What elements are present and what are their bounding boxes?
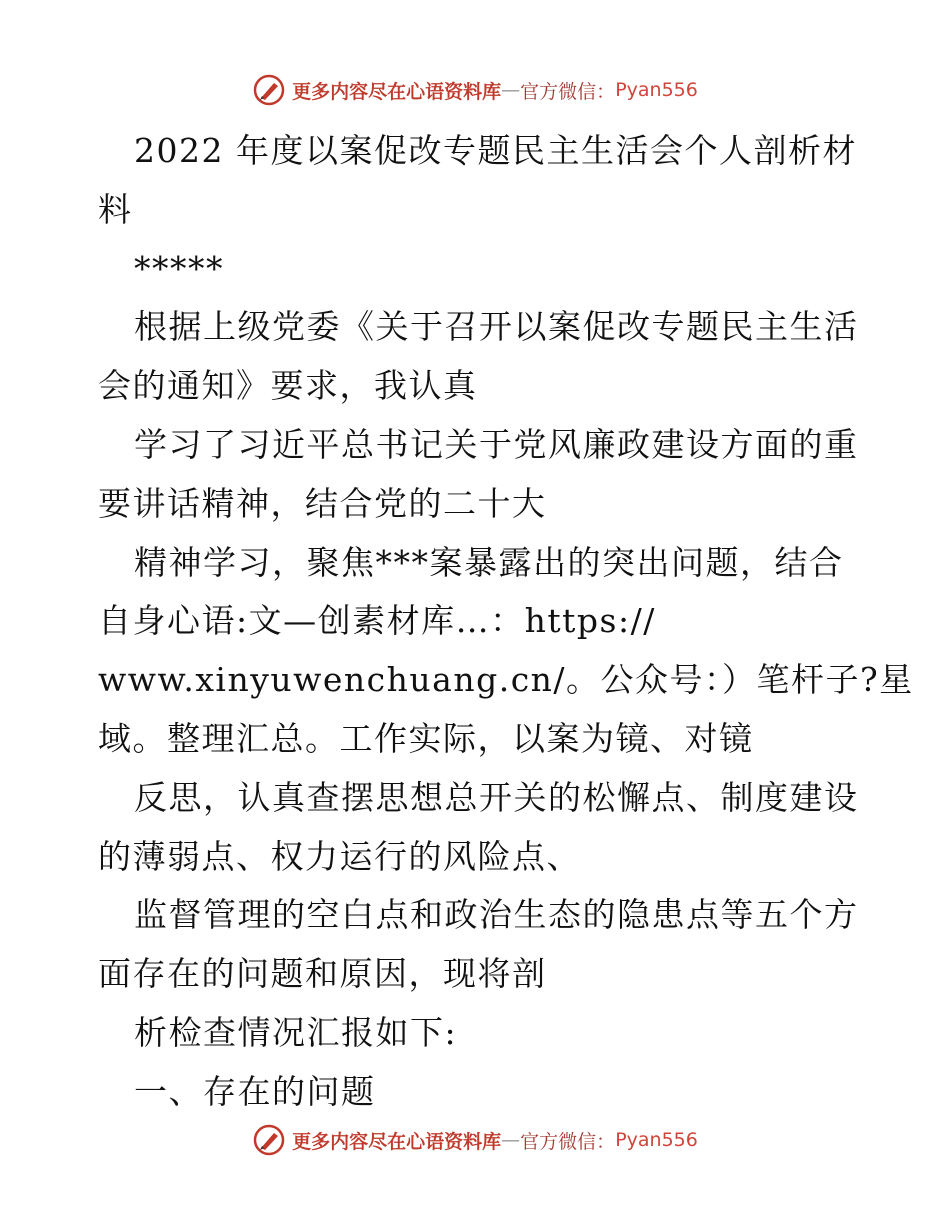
paragraph-line: 精神学习，聚焦***案暴露出的突出问题，结合 [134, 542, 844, 582]
banner-separator: — [501, 1129, 521, 1151]
doc-title-line-1: 2022 年度以案促改专题民主生活会个人剖析材 [134, 131, 857, 170]
banner-separator: — [501, 79, 521, 101]
banner-wechat-id: Pyan556 [615, 79, 698, 101]
paragraph-line: 析检查情况汇报如下: [134, 1012, 458, 1052]
paragraph-line: www.xinyuwenchuang.cn/。公众号：）笔杆子?星 [98, 660, 914, 700]
banner-site-name: 更多内容尽在心语资料库 [292, 80, 502, 103]
paragraph-line: 的薄弱点、权力运行的风险点、 [98, 836, 581, 876]
footer-banner [0, 1120, 950, 1160]
paragraph-line: 自身心语:文—创素材库…：https:// [98, 601, 656, 641]
banner-site-name: 更多内容尽在心语资料库 [292, 1130, 502, 1153]
pen-logo-icon [252, 73, 286, 107]
section-heading: 一、存在的问题 [134, 1071, 376, 1111]
banner-wechat-label: 官方微信： [520, 80, 616, 103]
paragraph-line: 反思，认真查摆思想总开关的松懈点、制度建设 [134, 777, 859, 817]
paragraph-line: 面存在的问题和原因，现将剖 [98, 954, 547, 994]
paragraph-line: 域。整理汇总。工作实际，以案为镜、对镜 [98, 718, 754, 758]
pen-logo-icon [252, 1123, 286, 1157]
paragraph-line: 根据上级党委《关于召开以案促改专题民主生活 [134, 307, 859, 347]
doc-title-line-2: 料 [98, 189, 133, 229]
paragraph-line: 会的通知》要求，我认真 [98, 366, 478, 406]
paragraph-line: 要讲话精神，结合党的二十大 [98, 483, 547, 523]
paragraph-line: 监督管理的空白点和政治生态的隐患点等五个方 [134, 895, 859, 935]
document-body [98, 122, 914, 1122]
banner-wechat-id: Pyan556 [615, 1129, 698, 1151]
author-placeholder: ***** [134, 248, 224, 288]
paragraph-line: 学习了习近平总书记关于党风廉政建设方面的重 [134, 424, 859, 464]
header-banner [0, 70, 950, 110]
banner-wechat-label: 官方微信： [520, 1130, 616, 1153]
